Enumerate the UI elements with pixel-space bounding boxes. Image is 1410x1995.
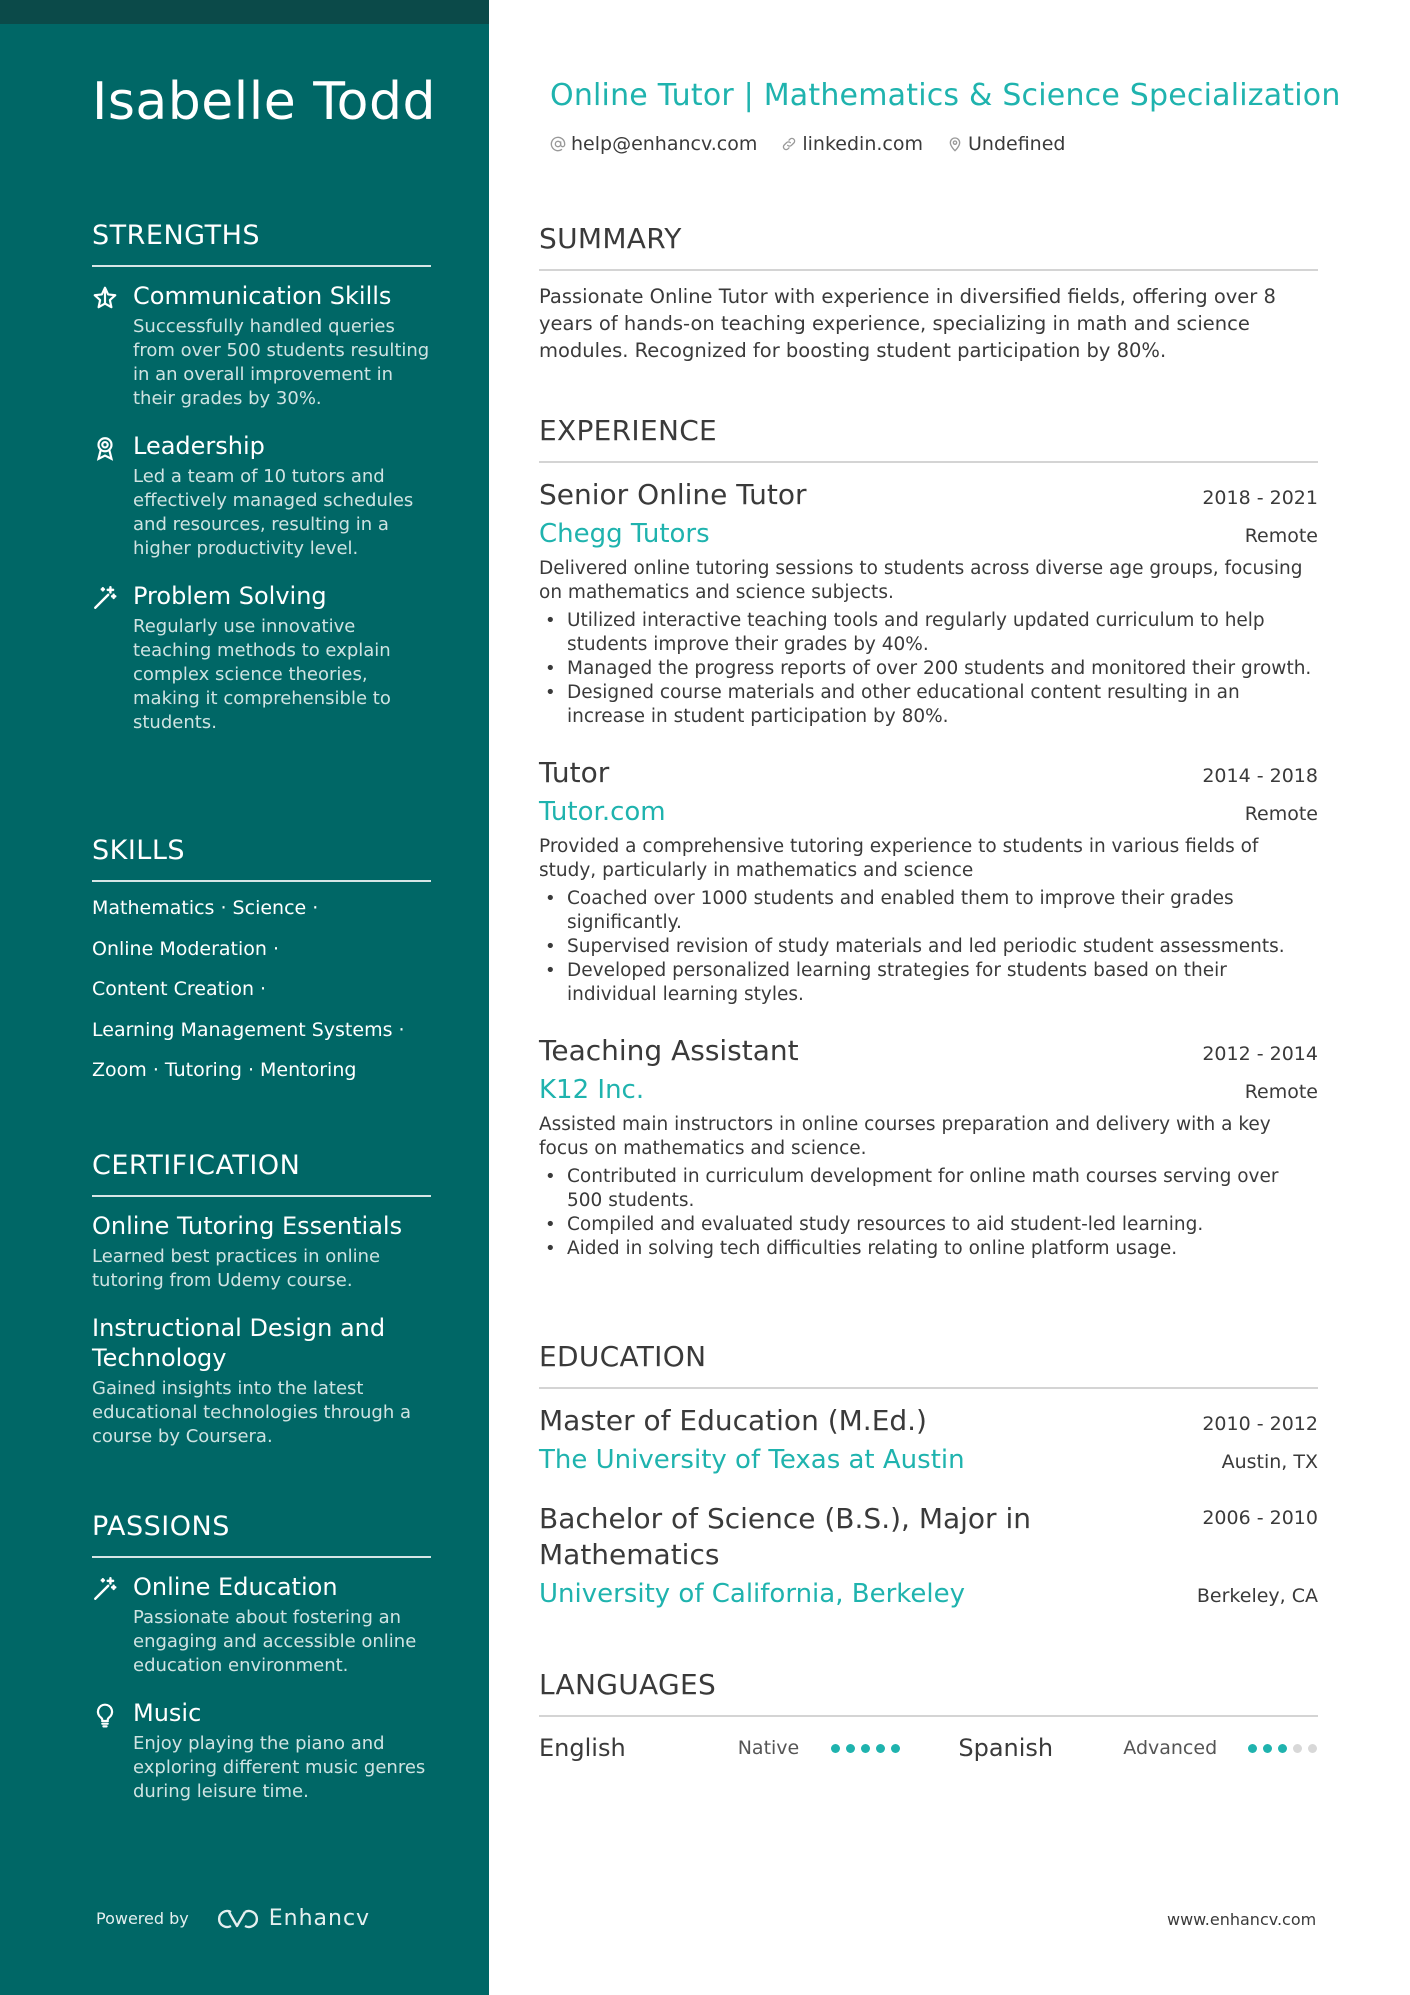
job-description: Provided a comprehensive tutoring experience to students in various fields of study, particularly in mathematics and science: [539, 836, 1259, 881]
job-dates: 2014 - 2018: [1202, 765, 1318, 787]
education-school: The University of Texas at Austin: [539, 1445, 965, 1475]
strength-item: [92, 431, 431, 561]
rating-dot: [1278, 1744, 1287, 1753]
languages-section: [539, 1668, 1318, 1765]
job-bullet: • Developed personalized learning strategies for students based on their individual learning styles.: [539, 959, 1318, 1007]
powered-by-label: Powered by: [96, 1909, 189, 1928]
passion-desc: Passionate about fostering an engaging and accessible online education environment.: [133, 1607, 417, 1676]
skill-line: Online Moderation ·: [92, 937, 280, 960]
certification-section: [92, 1150, 431, 1449]
experience-section: [539, 414, 1318, 1261]
education-entry: [539, 1403, 1318, 1477]
skill-line: Learning Management Systems ·: [92, 1018, 405, 1041]
contact-linkedin-text: linkedin.com: [802, 133, 923, 155]
rating-dot: [876, 1744, 885, 1753]
summary-heading: SUMMARY: [539, 222, 1318, 271]
job-location: Remote: [1244, 525, 1318, 547]
strength-desc: Led a team of 10 tutors and effectively managed schedules and resources, resulting in a higher productivity level.: [133, 466, 414, 559]
lightbulb-icon: [92, 1702, 118, 1728]
cert-title: Instructional Design and Technology: [92, 1314, 386, 1372]
strength-desc: Successfully handled queries from over 500 students resulting in an overall improvement in their grades by 30%.: [133, 316, 430, 409]
strengths-section: [92, 220, 431, 735]
footer-url[interactable]: www.enhancv.com: [1167, 1910, 1317, 1929]
rating-dot: [846, 1744, 855, 1753]
job-title: Teaching Assistant: [539, 1034, 799, 1067]
summary-text: Passionate Online Tutor with experience in diversified fields, offering over 8 years of hands-on teaching experience, specializing in math and science modules. Recognized for boosting student participation by 80%.: [539, 285, 1276, 362]
education-degree: Bachelor of Science (B.S.), Major in Mathematics: [539, 1502, 1031, 1571]
job-description: Assisted main instructors in online courses preparation and delivery with a key focus on mathematics and science.: [539, 1114, 1271, 1159]
contact-email[interactable]: [550, 133, 757, 155]
rating-dot: [891, 1744, 900, 1753]
passions-section: [92, 1511, 431, 1804]
skill-line: Mathematics · Science ·: [92, 897, 319, 919]
job-location: Remote: [1244, 1081, 1318, 1103]
strength-title: Problem Solving: [133, 582, 327, 610]
link-icon: [781, 136, 797, 152]
skill-line: Zoom · Tutoring · Mentoring: [92, 1059, 357, 1081]
job-dates: 2018 - 2021: [1202, 487, 1318, 509]
rating-dot: [1293, 1744, 1302, 1753]
location-pin-icon: [947, 136, 963, 152]
experience-heading: EXPERIENCE: [539, 414, 1318, 463]
rating-dot: [861, 1744, 870, 1753]
job-bullets: [539, 609, 1318, 729]
job-entry: [539, 755, 1318, 1007]
education-school: University of California, Berkeley: [539, 1579, 965, 1609]
language-rating: [831, 1744, 954, 1753]
star-icon: [92, 285, 118, 311]
contact-email-text: help@enhancv.com: [571, 133, 758, 155]
education-degree: Master of Education (M.Ed.): [539, 1404, 927, 1437]
strengths-heading: STRENGTHS: [92, 220, 431, 267]
sidebar: [0, 0, 489, 1995]
job-bullet: • Utilized interactive teaching tools and regularly updated curriculum to help students improve their grades by 40%.: [539, 609, 1318, 657]
summary-section: [539, 222, 1318, 364]
contact-linkedin[interactable]: [781, 133, 923, 155]
job-company: K12 Inc.: [539, 1075, 645, 1105]
enhancv-logo: [215, 1906, 370, 1931]
job-company: Chegg Tutors: [539, 519, 710, 549]
award-icon: [92, 435, 118, 461]
contact-bar: [550, 133, 1089, 155]
job-entry: [539, 477, 1318, 729]
skills-heading: SKILLS: [92, 835, 431, 882]
job-bullet: • Aided in solving tech difficulties relating to online platform usage.: [539, 1237, 1318, 1261]
certification-heading: CERTIFICATION: [92, 1150, 431, 1197]
passion-item: [92, 1572, 431, 1678]
cert-item: [92, 1211, 431, 1293]
powered-by: [96, 1906, 370, 1931]
contact-location-text: Undefined: [968, 133, 1066, 155]
job-bullets: [539, 1165, 1318, 1261]
job-company: Tutor.com: [539, 797, 666, 827]
job-description: Delivered online tutoring sessions to students across diverse age groups, focusing on mathematics and science subjects.: [539, 558, 1303, 603]
magic-wand-icon: [92, 1576, 118, 1602]
strength-title: Communication Skills: [133, 282, 392, 310]
job-title: Senior Online Tutor: [539, 478, 807, 511]
rating-dot: [831, 1744, 840, 1753]
job-title: Tutor: [539, 756, 610, 789]
job-bullet: • Supervised revision of study materials and led periodic student assessments.: [539, 935, 1318, 959]
passions-heading: PASSIONS: [92, 1511, 431, 1558]
job-bullets: [539, 887, 1318, 1007]
passion-item: [92, 1698, 431, 1804]
job-bullet: • Managed the progress reports of over 200 students and monitored their growth.: [539, 657, 1318, 681]
languages-heading: LANGUAGES: [539, 1668, 1318, 1717]
job-bullet: • Coached over 1000 students and enabled them to improve their grades significantly.: [539, 887, 1318, 935]
education-entry: [539, 1501, 1318, 1611]
language-name: English: [539, 1734, 626, 1762]
education-section: [539, 1340, 1318, 1611]
language-level: Native: [737, 1737, 800, 1759]
strength-title: Leadership: [133, 432, 265, 460]
at-icon: [550, 136, 566, 152]
rating-dot: [1263, 1744, 1272, 1753]
magic-wand-icon: [92, 585, 118, 611]
cert-desc: Learned best practices in online tutoring from Udemy course.: [92, 1246, 381, 1291]
skill-line: Content Creation ·: [92, 978, 267, 1000]
job-location: Remote: [1244, 803, 1318, 825]
strength-desc: Regularly use innovative teaching methods to explain complex science theories, making it comprehensible to students.: [133, 616, 391, 733]
strength-item: [92, 281, 431, 411]
headline: Online Tutor | Mathematics & Science Specialization: [550, 78, 1341, 113]
rating-dot: [1308, 1744, 1317, 1753]
skills-section: [92, 835, 431, 1087]
cert-desc: Gained insights into the latest educational technologies through a course by Coursera.: [92, 1378, 412, 1447]
cert-title: Online Tutoring Essentials: [92, 1212, 403, 1240]
candidate-name: Isabelle Todd: [92, 72, 436, 132]
education-dates: 2010 - 2012: [1202, 1413, 1318, 1435]
education-location: Berkeley, CA: [1196, 1585, 1318, 1607]
rating-dot: [1248, 1744, 1257, 1753]
job-bullet: • Compiled and evaluated study resources to aid student-led learning.: [539, 1213, 1318, 1237]
languages-row: [539, 1731, 1318, 1765]
sidebar-top-bar: [0, 0, 489, 24]
education-dates: 2006 - 2010: [1202, 1507, 1318, 1529]
job-entry: [539, 1033, 1318, 1261]
job-bullet: • Contributed in curriculum development for online math courses serving over 500 students.: [539, 1165, 1318, 1213]
passion-title: Music: [133, 1699, 202, 1727]
strength-item: [92, 581, 431, 735]
education-location: Austin, TX: [1221, 1451, 1318, 1473]
cert-item: [92, 1313, 431, 1449]
passion-title: Online Education: [133, 1573, 338, 1601]
enhancv-logo-icon: [215, 1907, 261, 1931]
language-name: Spanish: [958, 1734, 1054, 1762]
passion-desc: Enjoy playing the piano and exploring different music genres during leisure time.: [133, 1733, 426, 1802]
education-heading: EDUCATION: [539, 1340, 1318, 1389]
language-rating: [1248, 1744, 1318, 1753]
powered-by-brand: Enhancv: [268, 1906, 371, 1931]
language-level: Advanced: [1123, 1737, 1218, 1759]
contact-location: [947, 133, 1065, 155]
job-bullet: • Designed course materials and other educational content resulting in an increase in student participation by 80%.: [539, 681, 1318, 729]
job-dates: 2012 - 2014: [1202, 1043, 1318, 1065]
